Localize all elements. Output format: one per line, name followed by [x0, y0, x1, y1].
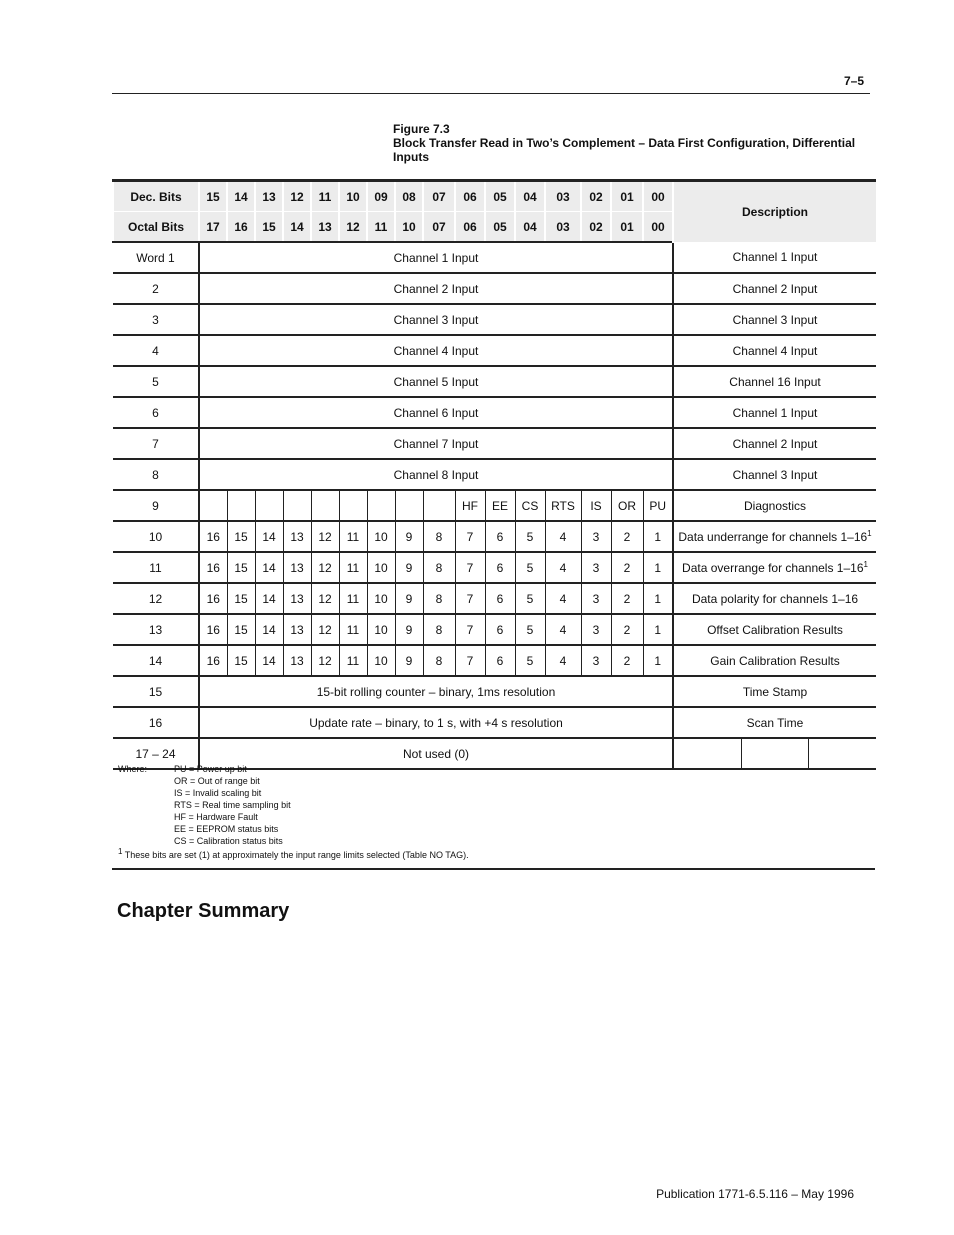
bit-cell: 11	[339, 645, 367, 676]
word-content: Not used (0)	[199, 738, 673, 769]
legend-item: RTS = Real time sampling bit	[174, 800, 291, 810]
legend-item: IS = Invalid scaling bit	[174, 788, 262, 798]
octal-bit-cell: 14	[283, 212, 311, 243]
octal-bit-cell: 01	[611, 212, 643, 243]
word-content: Channel 1 Input	[199, 242, 673, 273]
word-number: 8	[113, 459, 199, 490]
description-text: Data overrange for channels 1–16	[682, 561, 864, 575]
word-number: 17 – 24	[113, 738, 199, 769]
word-number: 12	[113, 583, 199, 614]
bit-cell: 12	[311, 521, 339, 552]
word-content: Channel 6 Input	[199, 397, 673, 428]
bit-cell: 14	[255, 521, 283, 552]
bit-cell: 1	[643, 583, 673, 614]
empty-box	[674, 739, 741, 768]
bit-cell: 2	[611, 614, 643, 645]
octal-bit-cell: 05	[485, 212, 515, 243]
word-content: Channel 8 Input	[199, 459, 673, 490]
octal-bit-cell: 13	[311, 212, 339, 243]
bit-cell	[339, 490, 367, 521]
bit-cell: 4	[545, 521, 581, 552]
bit-cell: 14	[255, 552, 283, 583]
chapter-heading: Chapter Summary	[117, 900, 290, 922]
bit-cell: 12	[311, 614, 339, 645]
bit-cell: 2	[611, 521, 643, 552]
table-row	[113, 707, 876, 738]
bit-cell: 8	[423, 645, 455, 676]
bit-cell: 15	[227, 552, 255, 583]
table-row	[113, 614, 876, 645]
bit-cell: 3	[581, 552, 611, 583]
word-description: Channel 2 Input	[673, 273, 876, 304]
description-text: Gain Calibration Results	[710, 653, 840, 668]
bit-cell: 12	[311, 583, 339, 614]
dec-bit-cell: 01	[611, 181, 643, 212]
word-content: Channel 2 Input	[199, 273, 673, 304]
footnote-mark: 1	[118, 847, 123, 856]
word-description	[673, 552, 876, 583]
page-number: 7–5	[843, 74, 864, 88]
bit-cell: 4	[545, 645, 581, 676]
bit-cell: 7	[455, 552, 485, 583]
dec-bits-label: Dec. Bits	[113, 181, 199, 212]
bit-cell: OR	[611, 490, 643, 521]
word-number: 9	[113, 490, 199, 521]
dec-bit-cell: 08	[395, 181, 423, 212]
word-description: Channel 4 Input	[673, 335, 876, 366]
table-row	[113, 583, 876, 614]
bit-cell: 14	[255, 645, 283, 676]
bit-cell: 1	[643, 521, 673, 552]
empty-box	[741, 739, 809, 768]
octal-bit-cell: 02	[581, 212, 611, 243]
bit-cell: 10	[367, 645, 395, 676]
footnote-ref: 1	[863, 560, 868, 569]
dec-bit-cell: 07	[423, 181, 455, 212]
footnote-ref: 1	[867, 529, 872, 538]
dec-bit-cell: 00	[643, 181, 673, 212]
bit-cell: 7	[455, 521, 485, 552]
bit-cell: 4	[545, 552, 581, 583]
bit-cell: 12	[311, 645, 339, 676]
octal-bit-cell: 04	[515, 212, 545, 243]
figure-caption	[393, 122, 863, 164]
bit-cell: 14	[255, 614, 283, 645]
bit-cell: 16	[199, 645, 227, 676]
dec-bit-cell: 13	[255, 181, 283, 212]
word-description	[673, 583, 876, 614]
word-description: Time Stamp	[673, 676, 876, 707]
dec-bit-cell: 10	[339, 181, 367, 212]
table-row	[113, 397, 876, 428]
bit-cell	[423, 490, 455, 521]
word-description: Channel 1 Input	[673, 397, 876, 428]
bit-cell: 9	[395, 583, 423, 614]
legend-item: EE = EEPROM status bits	[174, 824, 279, 834]
bit-cell: 16	[199, 583, 227, 614]
bit-cell	[311, 490, 339, 521]
bit-cell: 10	[367, 614, 395, 645]
word-number: 16	[113, 707, 199, 738]
octal-bit-cell: 03	[545, 212, 581, 243]
bit-cell: 9	[395, 645, 423, 676]
table-row	[113, 242, 876, 273]
header-row-dec	[113, 181, 876, 212]
dec-bit-cell: 15	[199, 181, 227, 212]
footnote-text: These bits are set (1) at approximately the input range limits selected (Table NO TAG).	[124, 850, 469, 860]
octal-bits-label: Octal Bits	[113, 212, 199, 243]
bit-cell: EE	[485, 490, 515, 521]
word-number: 2	[113, 273, 199, 304]
bit-cell: 10	[367, 583, 395, 614]
bit-cell: 7	[455, 583, 485, 614]
legend-item: OR = Out of range bit	[174, 776, 260, 786]
table-row	[113, 304, 876, 335]
bit-cell: 11	[339, 583, 367, 614]
bit-cell: 15	[227, 614, 255, 645]
dec-bit-cell: 04	[515, 181, 545, 212]
dec-bit-cell: 03	[545, 181, 581, 212]
bit-cell: HF	[455, 490, 485, 521]
bit-cell	[367, 490, 395, 521]
octal-bit-cell: 16	[227, 212, 255, 243]
legend-item: PU = Power up bit	[174, 764, 247, 774]
bit-cell: 4	[545, 614, 581, 645]
word-number: 3	[113, 304, 199, 335]
bit-cell: 6	[485, 583, 515, 614]
description-text: Offset Calibration Results	[707, 622, 843, 637]
table-row	[113, 552, 876, 583]
bit-cell: 8	[423, 552, 455, 583]
word-content: Channel 3 Input	[199, 304, 673, 335]
bit-cell: 10	[367, 552, 395, 583]
description-text: Data polarity for channels 1–16	[691, 591, 859, 606]
bit-cell: CS	[515, 490, 545, 521]
bit-cell: 1	[643, 645, 673, 676]
table-row	[113, 521, 876, 552]
empty-description	[673, 738, 876, 769]
bit-cell: 8	[423, 614, 455, 645]
bit-cell: 13	[283, 552, 311, 583]
bit-cell: 5	[515, 552, 545, 583]
word-content: 15-bit rolling counter – binary, 1ms resolution	[199, 676, 673, 707]
bit-cell: 1	[643, 614, 673, 645]
bit-cell: PU	[643, 490, 673, 521]
bit-cell: 5	[515, 521, 545, 552]
octal-bit-cell: 15	[255, 212, 283, 243]
bit-cell: 5	[515, 583, 545, 614]
bit-cell: 13	[283, 645, 311, 676]
bit-cell: 2	[611, 583, 643, 614]
dec-bit-cell: 09	[367, 181, 395, 212]
bit-cell: 8	[423, 521, 455, 552]
word-description: Channel 3 Input	[673, 304, 876, 335]
bit-cell: 3	[581, 645, 611, 676]
word-number: 14	[113, 645, 199, 676]
word-number: 7	[113, 428, 199, 459]
octal-bit-cell: 07	[423, 212, 455, 243]
word-description	[673, 614, 876, 645]
bit-cell: 14	[255, 583, 283, 614]
bit-cell: RTS	[545, 490, 581, 521]
table-row	[113, 645, 876, 676]
table-row	[113, 273, 876, 304]
legend-where-label: Where:	[118, 764, 148, 774]
block-transfer-table	[112, 179, 876, 770]
bit-cell: 1	[643, 552, 673, 583]
bit-cell: 13	[283, 614, 311, 645]
word-number: 15	[113, 676, 199, 707]
bit-cell: 7	[455, 645, 485, 676]
word-number: 4	[113, 335, 199, 366]
bit-cell	[283, 490, 311, 521]
word-description	[673, 645, 876, 676]
word-number: 6	[113, 397, 199, 428]
legend-item: HF = Hardware Fault	[174, 812, 258, 822]
description-text: Data underrange for channels 1–16	[678, 530, 868, 544]
word-content: Channel 4 Input	[199, 335, 673, 366]
word-content: Update rate – binary, to 1 s, with +4 s resolution	[199, 707, 673, 738]
bit-cell: 6	[485, 552, 515, 583]
table-row	[113, 335, 876, 366]
publication-footer: Publication 1771-6.5.116 – May 1996	[656, 1187, 854, 1201]
bit-cell: 2	[611, 645, 643, 676]
figure-label: Figure 7.3	[393, 122, 450, 136]
bit-cell: 6	[485, 645, 515, 676]
dec-bit-cell: 06	[455, 181, 485, 212]
bit-cell: 11	[339, 552, 367, 583]
bit-cell: 4	[545, 583, 581, 614]
bit-cell: 8	[423, 583, 455, 614]
bit-cell: 6	[485, 614, 515, 645]
bit-cell: IS	[581, 490, 611, 521]
octal-bit-cell: 00	[643, 212, 673, 243]
bit-cell: 15	[227, 521, 255, 552]
description-header: Description	[673, 181, 876, 243]
word-number: 13	[113, 614, 199, 645]
bit-cell: 9	[395, 614, 423, 645]
bit-cell: 9	[395, 521, 423, 552]
bit-cell: 13	[283, 583, 311, 614]
word-description: Channel 3 Input	[673, 459, 876, 490]
bit-cell: 5	[515, 645, 545, 676]
bit-cell: 7	[455, 614, 485, 645]
table-row	[113, 676, 876, 707]
bit-cell: 5	[515, 614, 545, 645]
dec-bit-cell: 14	[227, 181, 255, 212]
table-row	[113, 428, 876, 459]
word-description: Channel 1 Input	[673, 242, 876, 273]
dec-bit-cell: 12	[283, 181, 311, 212]
word-content: Channel 5 Input	[199, 366, 673, 397]
word-description: Channel 2 Input	[673, 428, 876, 459]
octal-bit-cell: 10	[395, 212, 423, 243]
dec-bit-cell: 05	[485, 181, 515, 212]
bit-cell: 16	[199, 521, 227, 552]
octal-bit-cell: 11	[367, 212, 395, 243]
bit-cell: 16	[199, 552, 227, 583]
bit-cell: 16	[199, 614, 227, 645]
table-row-diagnostics	[113, 490, 876, 521]
bit-cell: 9	[395, 552, 423, 583]
bit-cell	[255, 490, 283, 521]
word-number: 11	[113, 552, 199, 583]
octal-bit-cell: 17	[199, 212, 227, 243]
empty-description-boxes	[674, 739, 876, 768]
dec-bit-cell: 02	[581, 181, 611, 212]
table-bottom-rule	[112, 868, 875, 870]
word-description: Diagnostics	[673, 490, 876, 521]
table-row	[113, 366, 876, 397]
table-row	[113, 459, 876, 490]
word-description: Channel 16 Input	[673, 366, 876, 397]
bit-cell: 11	[339, 614, 367, 645]
bit-cell: 6	[485, 521, 515, 552]
word-content: Channel 7 Input	[199, 428, 673, 459]
bit-cell: 13	[283, 521, 311, 552]
octal-bit-cell: 12	[339, 212, 367, 243]
bit-cell: 3	[581, 521, 611, 552]
bit-cell: 15	[227, 583, 255, 614]
legend-item: CS = Calibration status bits	[174, 836, 283, 846]
word-number: 10	[113, 521, 199, 552]
bit-cell	[227, 490, 255, 521]
figure-title: Block Transfer Read in Two’s Complement – Data First Configuration, Differential Inputs	[393, 136, 856, 164]
bit-cell: 3	[581, 614, 611, 645]
bit-cell: 12	[311, 552, 339, 583]
bit-cell: 10	[367, 521, 395, 552]
header-rule	[112, 93, 870, 94]
legend-list	[174, 763, 474, 847]
bit-cell	[199, 490, 227, 521]
bit-cell	[395, 490, 423, 521]
word-number: 5	[113, 366, 199, 397]
dec-bit-cell: 11	[311, 181, 339, 212]
word-number: Word 1	[113, 242, 199, 273]
word-description: Scan Time	[673, 707, 876, 738]
word-description	[673, 521, 876, 552]
bit-cell: 3	[581, 583, 611, 614]
bit-cell: 15	[227, 645, 255, 676]
empty-box	[808, 739, 876, 768]
footnote	[118, 847, 469, 860]
bit-cell: 2	[611, 552, 643, 583]
bit-cell: 11	[339, 521, 367, 552]
octal-bit-cell: 06	[455, 212, 485, 243]
